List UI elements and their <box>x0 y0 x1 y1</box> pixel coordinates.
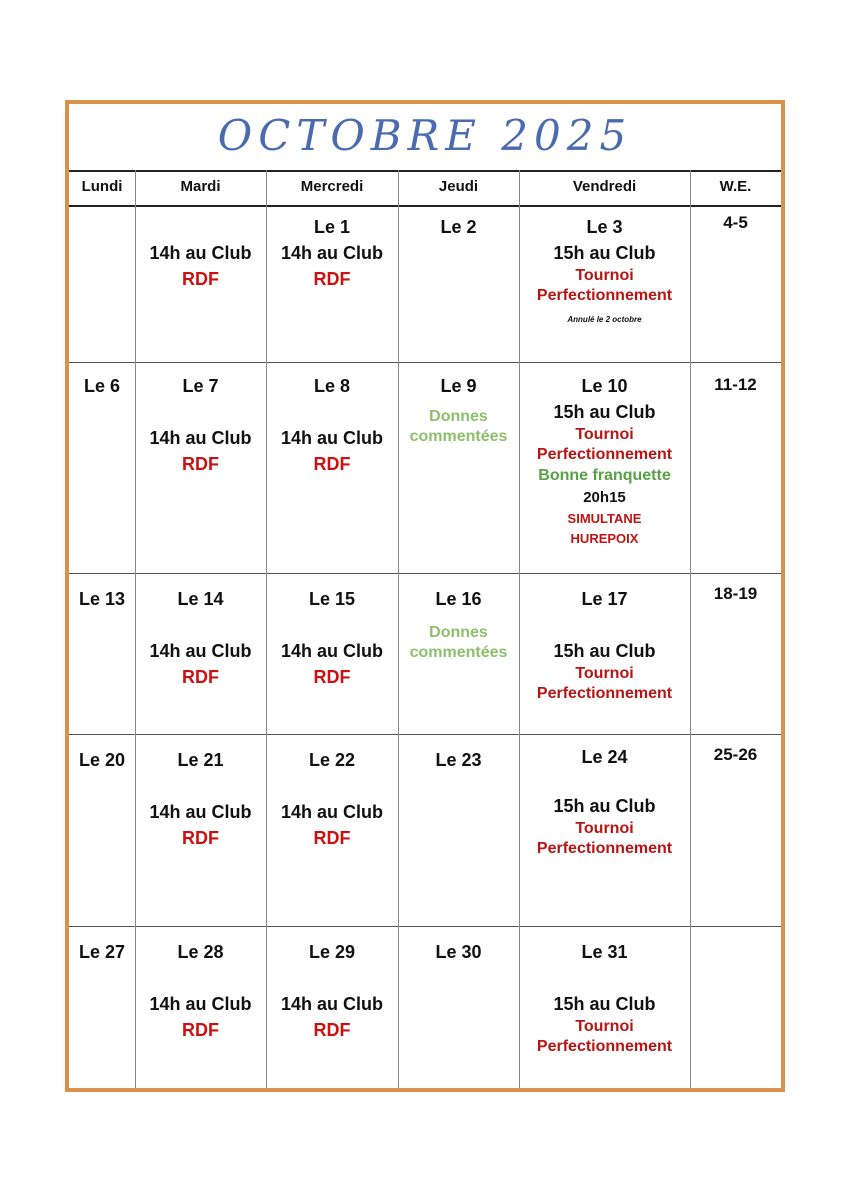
event-tournoi: Tournoi <box>575 1018 634 1035</box>
day-label: Le 8 <box>313 376 351 396</box>
event-bonne-franquette: Bonne franquette <box>538 467 671 484</box>
header-mercredi: Mercredi <box>300 178 364 195</box>
event-perfectionnement: Perfectionnement <box>536 287 673 304</box>
cell-jeudi-w5 <box>398 939 519 965</box>
cell-mercredi-w3 <box>266 586 398 690</box>
event-rdf: RDF <box>313 1020 351 1040</box>
cell-lundi-w4: Le 20 <box>78 750 126 770</box>
event-rdf: RDF <box>313 828 351 848</box>
day-label: Le 29 <box>308 942 356 962</box>
header-lundi: Lundi <box>81 178 123 195</box>
header-we: W.E. <box>719 178 752 195</box>
event-time: 14h au Club <box>149 802 252 822</box>
cell-mercredi-w1 <box>266 214 398 292</box>
day-label: Le 22 <box>308 750 356 770</box>
cell-vendredi-w3 <box>519 586 690 704</box>
event-rdf: RDF <box>313 454 351 474</box>
day-label: Le 14 <box>177 589 224 609</box>
event-time: 15h au Club <box>553 641 656 661</box>
cell-mercredi-w4 <box>266 747 398 851</box>
header-jeudi: Jeudi <box>438 178 479 195</box>
event-rdf: RDF <box>182 667 219 687</box>
grid-line <box>69 734 781 735</box>
day-label: Le 10 <box>581 376 628 396</box>
event-time: 15h au Club <box>553 402 656 422</box>
event-time: 14h au Club <box>280 243 383 263</box>
day-label: Le 30 <box>435 942 482 962</box>
event-time: 14h au Club <box>149 428 252 448</box>
event-tournoi: Tournoi <box>575 665 634 682</box>
event-rdf: RDF <box>313 269 351 289</box>
day-label: Le 23 <box>435 750 482 770</box>
day-label: Le 9 <box>440 376 477 396</box>
cell-jeudi-w2 <box>398 373 519 447</box>
event-perfectionnement: Perfectionnement <box>536 1038 673 1055</box>
event-time: 14h au Club <box>280 994 383 1014</box>
event-time: 14h au Club <box>280 428 383 448</box>
event-time: 14h au Club <box>149 243 252 263</box>
day-label: Le 28 <box>177 942 224 962</box>
event-hurepoix: HUREPOIX <box>570 531 639 546</box>
event-tournoi: Tournoi <box>575 267 634 284</box>
day-label: Le 16 <box>435 589 482 609</box>
day-label: Le 15 <box>308 589 356 609</box>
event-time: 15h au Club <box>553 243 656 263</box>
event-commentees: commentées <box>409 428 508 445</box>
cell-jeudi-w4 <box>398 747 519 773</box>
weekend-w2: 11-12 <box>714 375 757 394</box>
event-donnes: Donnes <box>429 408 488 425</box>
cell-vendredi-w2 <box>519 373 690 549</box>
event-time: 15h au Club <box>553 994 656 1014</box>
event-tournoi: Tournoi <box>575 820 634 837</box>
calendar-frame <box>65 100 785 1092</box>
cell-mercredi-w5 <box>266 939 398 1043</box>
day-label: Le 7 <box>182 376 219 396</box>
day-label: Le 21 <box>177 750 224 770</box>
header-mardi: Mardi <box>180 178 221 195</box>
day-label: Le 2 <box>440 217 477 237</box>
event-evening-time: 20h15 <box>583 489 626 506</box>
event-time: 14h au Club <box>149 994 252 1014</box>
event-rdf: RDF <box>182 269 219 289</box>
cell-mardi-w2 <box>135 373 266 477</box>
event-perfectionnement: Perfectionnement <box>536 446 673 463</box>
day-label: Le 1 <box>313 217 351 237</box>
event-donnes: Donnes <box>429 624 488 641</box>
cell-mardi-w4 <box>135 747 266 851</box>
grid-line <box>69 205 781 207</box>
cancel-note: Annulé le 2 octobre <box>567 315 642 324</box>
cell-lundi-w3: Le 13 <box>78 589 126 609</box>
event-time: 14h au Club <box>149 641 252 661</box>
event-rdf: RDF <box>182 454 219 474</box>
event-time: 14h au Club <box>280 641 383 661</box>
cell-lundi-w5: Le 27 <box>78 942 126 962</box>
day-label: Le 3 <box>586 217 623 237</box>
event-time: 14h au Club <box>280 802 383 822</box>
header-vendredi: Vendredi <box>572 178 637 195</box>
cell-mercredi-w2 <box>266 373 398 477</box>
day-label: Le 17 <box>581 589 628 609</box>
event-rdf: RDF <box>182 828 219 848</box>
weekend-w1: 4-5 <box>723 213 748 232</box>
event-commentees: commentées <box>409 644 508 661</box>
grid-line <box>69 573 781 574</box>
event-simultane: SIMULTANE <box>567 511 642 526</box>
cell-mardi-w1 <box>135 240 266 292</box>
cell-vendredi-w1 <box>519 214 690 326</box>
grid-line <box>69 926 781 927</box>
cell-mardi-w3 <box>135 586 266 690</box>
event-perfectionnement: Perfectionnement <box>536 685 673 702</box>
event-perfectionnement: Perfectionnement <box>536 840 673 857</box>
grid-line <box>69 362 781 363</box>
cell-mardi-w5 <box>135 939 266 1043</box>
weekend-w4: 25-26 <box>713 745 758 764</box>
event-time: 15h au Club <box>553 796 656 816</box>
day-label: Le 24 <box>581 747 628 767</box>
event-tournoi: Tournoi <box>575 426 634 443</box>
day-label: Le 31 <box>581 942 628 962</box>
calendar-title: OCTOBRE 2025 <box>217 111 633 160</box>
cell-jeudi-w1 <box>398 214 519 240</box>
event-rdf: RDF <box>313 667 351 687</box>
cell-vendredi-w4 <box>519 744 690 859</box>
cell-vendredi-w5 <box>519 939 690 1057</box>
cell-lundi-w2: Le 6 <box>83 376 121 396</box>
weekend-w3: 18-19 <box>713 584 758 603</box>
cell-jeudi-w3 <box>398 586 519 663</box>
event-rdf: RDF <box>182 1020 219 1040</box>
grid-line <box>690 170 691 1088</box>
